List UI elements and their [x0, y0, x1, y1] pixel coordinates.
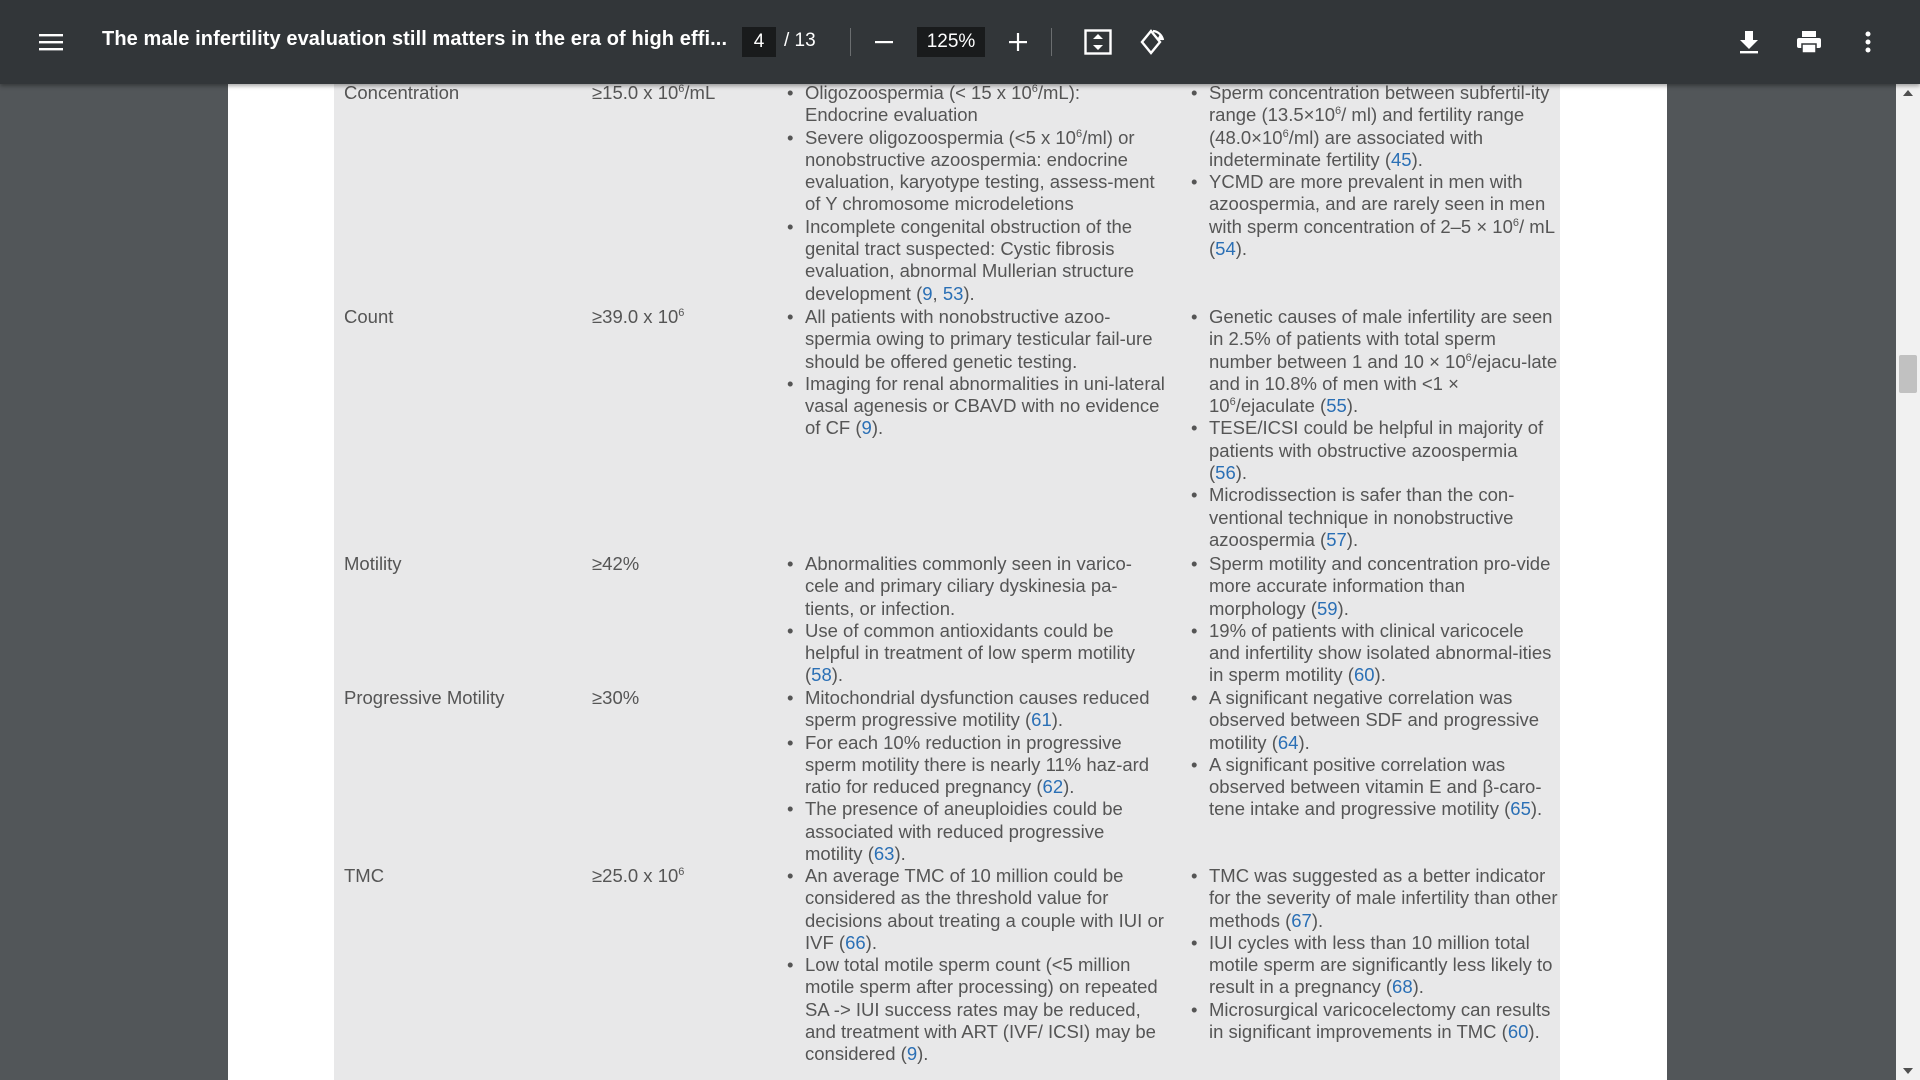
list-item: • Sperm concentration between subfertil-ity range ($13.5\times 10^6/$ ml) and fertility range $(48.0\times 10^6/ml)$ are associated with indeterminate fertility (45). — [1189, 84, 1559, 171]
more-vert-icon[interactable] — [1846, 20, 1890, 64]
citation-link[interactable]: 64 — [1277, 731, 1299, 753]
clinical-implications-cell — [785, 553, 1165, 687]
reference-value-cell: ≥39.0 x $10^6$ — [592, 306, 685, 327]
parameter-cell: Progressive Motility — [344, 687, 505, 708]
list-item: • A significant positive correlation was observed between vitamin E and β-caro-tene intake and progressive motility (65). — [1189, 754, 1559, 821]
list-item: • A significant negative correlation was observed between SDF and progressive motility (64). — [1189, 687, 1559, 754]
pdf-toolbar — [0, 0, 1920, 84]
vertical-scrollbar[interactable] — [1896, 84, 1920, 1080]
reference-value-cell: ≥30% — [592, 687, 640, 708]
citation-link[interactable]: 60 — [1353, 664, 1375, 686]
citation-link[interactable]: 60 — [1507, 1021, 1529, 1043]
list-item: • Use of common antioxidants could be helpful in treatment of low sperm motility (58). — [785, 620, 1165, 687]
toolbar-divider — [850, 28, 851, 56]
evidence-cell — [1189, 306, 1559, 551]
list-item: • Microdissection is safer than the con-ventional technique in nonobstructive azoospermia (57). — [1189, 484, 1559, 551]
list-item: • IUI cycles with less than 10 million total motile sperm are significantly less likely to result in a pregnancy (68). — [1189, 932, 1559, 999]
list-item: • Oligozoospermia (< 15 x $10^6/mL$): Endocrine evaluation — [785, 84, 1165, 127]
scrollbar-thumb[interactable] — [1899, 355, 1917, 393]
clinical-implications-cell — [785, 687, 1165, 865]
reference-value-cell: ≥42% — [592, 553, 640, 574]
clinical-implications-cell — [785, 84, 1165, 305]
parameter-cell: Concentration — [344, 84, 460, 103]
parameter-cell: Count — [344, 306, 394, 327]
citation-link[interactable]: 65 — [1510, 798, 1531, 820]
reference-value-cell: ≥25.0 x $10^6$ — [592, 865, 685, 886]
list-item: • Abnormalities commonly seen in varico-cele and primary ciliary dyskinesia pa-tients, or infection. — [785, 553, 1165, 620]
citation-link[interactable]: 63 — [873, 843, 895, 865]
reference-value-cell: ≥15.0 x $10^6/mL$ — [592, 84, 716, 103]
evidence-cell — [1189, 84, 1559, 260]
citation-link[interactable]: 61 — [1031, 709, 1052, 731]
list-item: • Genetic causes of male infertility are seen in 2.5% of patients with total sperm number between 1 and $10 \times 10^6/ejacu$-late and in 10.8% of men with $<1 \times 10^6$/ejaculate (55). — [1189, 306, 1559, 417]
document-title: The male infertility evaluation still matters in the era of high effi... — [102, 28, 728, 50]
citation-link[interactable]: 62 — [1042, 776, 1064, 798]
list-item: • The presence of aneuploidies could be associated with reduced progressive motility (63). — [785, 798, 1165, 865]
clinical-implications-cell — [785, 865, 1165, 1066]
print-icon[interactable] — [1787, 20, 1831, 64]
evidence-cell — [1189, 687, 1559, 821]
pdf-viewer — [0, 84, 1896, 1080]
list-item: • TESE/ICSI could be helpful in majority of patients with obstructive azoospermia (56). — [1189, 417, 1559, 484]
citation-link[interactable]: 57 — [1326, 528, 1347, 550]
evidence-cell — [1189, 865, 1559, 1043]
list-item: • Imaging for renal abnormalities in uni-lateral vasal agenesis or CBAVD with no evidence of CF (9). — [785, 373, 1165, 440]
list-item: • Microsurgical varicocelectomy can results in significant improvements in TMC (60). — [1189, 999, 1559, 1044]
plus-icon[interactable] — [996, 20, 1040, 64]
scroll-up-arrow-icon[interactable] — [1903, 90, 1913, 96]
list-item: • All patients with nonobstructive azoo-spermia owing to primary testicular fail-ure should be offered genetic testing. — [785, 306, 1165, 373]
minus-icon[interactable] — [862, 20, 906, 64]
list-item: • TMC was suggested as a better indicator for the severity of male infertility than other methods (67). — [1189, 865, 1559, 932]
list-item: • YCMD are more prevalent in men with azoospermia, and are rarely seen in men with sperm concentration of $2-5 \times 10^6/$ mL (54). — [1189, 171, 1559, 260]
zoom-level-input[interactable]: 125% — [917, 27, 985, 57]
citation-link[interactable]: 56 — [1215, 462, 1236, 484]
page-number-input[interactable]: 4 — [742, 27, 776, 57]
citation-link[interactable]: 9 — [861, 417, 872, 439]
clinical-implications-cell — [785, 306, 1165, 440]
citation-link[interactable]: 59 — [1316, 597, 1338, 619]
citation-link[interactable]: 67 — [1291, 909, 1312, 931]
parameter-cell: TMC — [344, 865, 385, 886]
list-item: • 19% of patients with clinical varicocele and infertility show isolated abnormal-ities in sperm motility (60). — [1189, 620, 1559, 687]
menu-icon[interactable] — [29, 20, 73, 64]
rotate-icon[interactable] — [1129, 20, 1173, 64]
list-item: • Sperm motility and concentration pro-vide more accurate information than morphology (59). — [1189, 553, 1559, 620]
list-item: • Low total motile sperm count (<5 million motile sperm after processing) on repeated SA -> IUI success rates may be reduced, and treatment with ART (IVF/ ICSI) may be considered (9). — [785, 954, 1165, 1065]
list-item: • An average TMC of 10 million could be considered as the threshold value for decisions about treating a couple with IUI or IVF (66). — [785, 865, 1165, 954]
citation-link[interactable]: 53 — [942, 282, 964, 304]
pdf-page — [228, 84, 1667, 1080]
citation-link[interactable]: 9 — [922, 282, 933, 304]
toolbar-divider — [1051, 28, 1052, 56]
evidence-cell — [1189, 553, 1559, 687]
citation-link[interactable]: 55 — [1326, 395, 1347, 417]
parameter-cell: Motility — [344, 553, 402, 574]
scroll-down-arrow-icon[interactable] — [1903, 1068, 1913, 1074]
citation-link[interactable]: 54 — [1215, 238, 1236, 260]
list-item: • Incomplete congenital obstruction of the genital tract suspected: Cystic fibrosis evaluation, abnormal Mullerian structure development (9, 53). — [785, 216, 1165, 305]
page-total: / 13 — [784, 30, 816, 51]
list-item: • Severe oligozoospermia (<5 x $10^6/ml$) or nonobstructive azoospermia: endocrine evaluation, karyotype testing, assess-ment of Y chromosome microdeletions — [785, 127, 1165, 216]
download-icon[interactable] — [1727, 20, 1771, 64]
citation-link[interactable]: 66 — [845, 931, 866, 953]
citation-link[interactable]: 68 — [1392, 976, 1413, 998]
fit-page-icon[interactable] — [1076, 20, 1120, 64]
citation-link[interactable]: 9 — [906, 1043, 918, 1065]
citation-link[interactable]: 58 — [811, 664, 832, 686]
table — [334, 84, 1560, 1080]
citation-link[interactable]: 45 — [1390, 148, 1412, 170]
list-item: • Mitochondrial dysfunction causes reduced sperm progressive motility (61). — [785, 687, 1165, 732]
list-item: • For each 10% reduction in progressive sperm motility there is nearly 11% haz-ard ratio for reduced pregnancy (62). — [785, 732, 1165, 799]
